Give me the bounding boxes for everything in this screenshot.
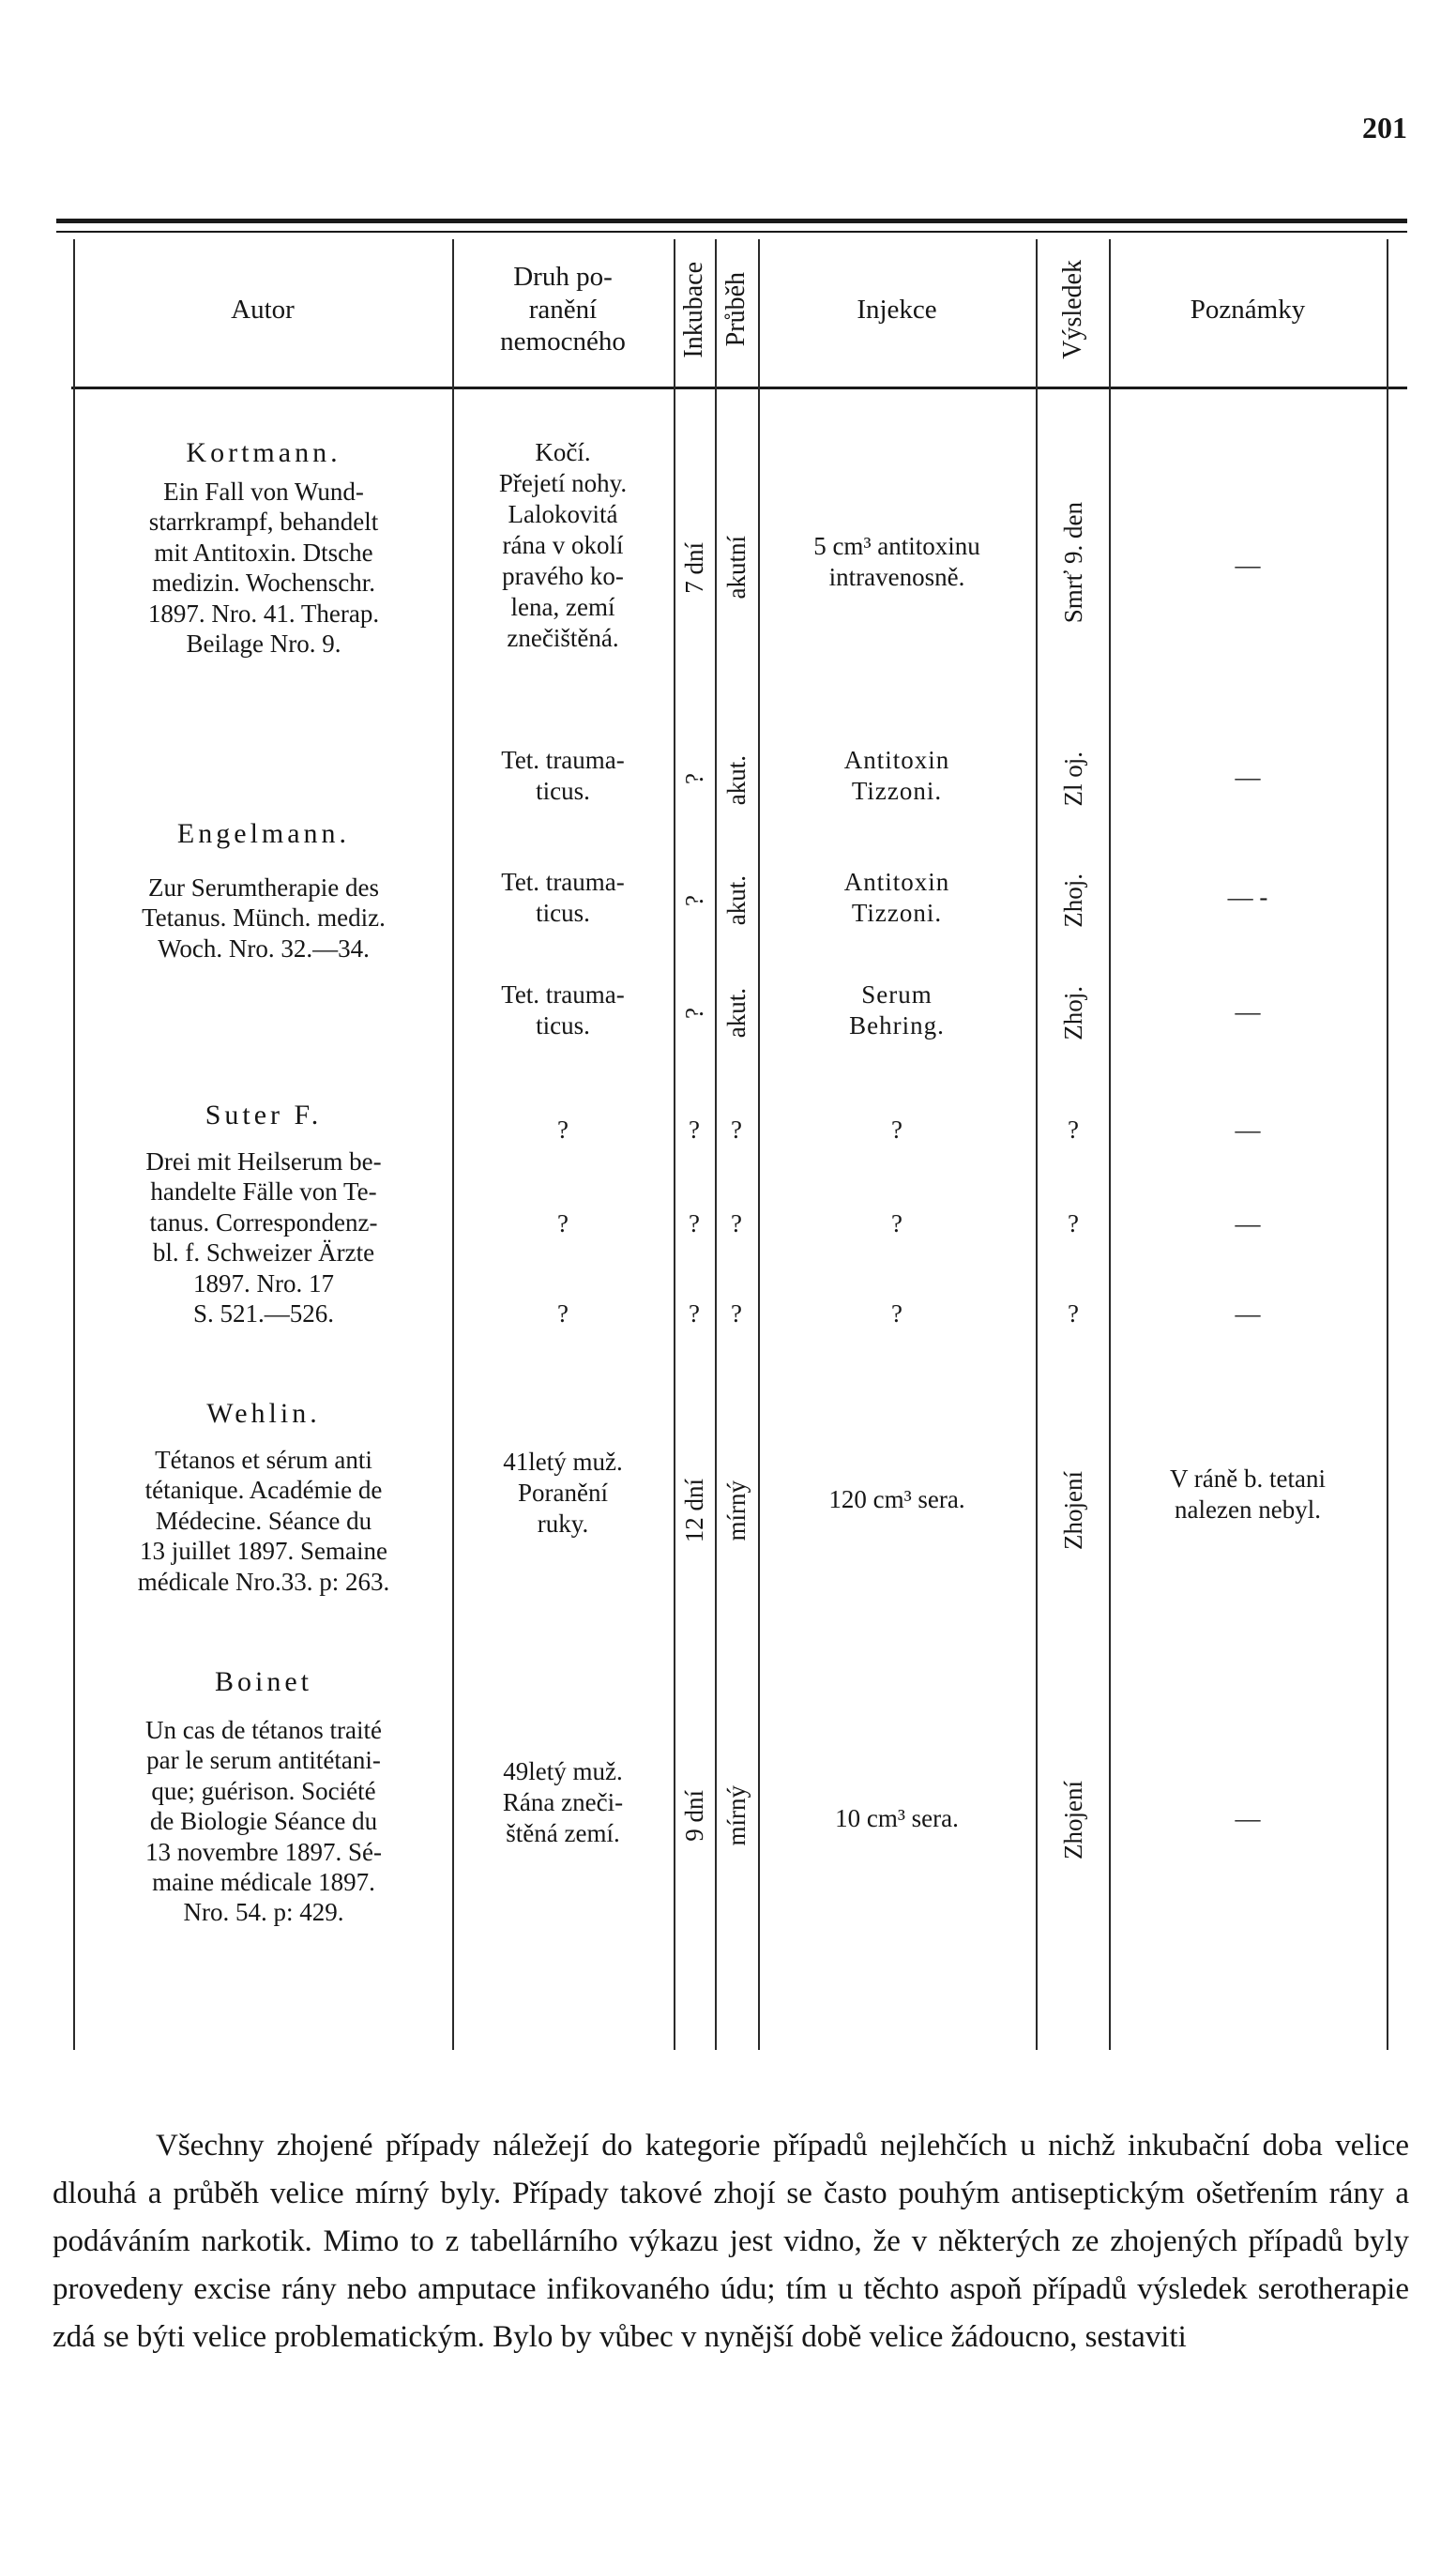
incubation-cell — [675, 1449, 713, 1571]
injection: ? — [891, 1116, 902, 1144]
reference: Tétanos et sérum anti tétanique. Académie de Médecine. Séance du 13 juillet 1897. Semaine médicale Nro.33. p: 263. — [137, 1446, 390, 1596]
result: Zl oj. — [1058, 751, 1087, 807]
header-prubeh — [718, 239, 755, 380]
remarks: — - — [1227, 883, 1268, 911]
incubation: ? — [689, 1299, 700, 1328]
injury-type: Kočí. Přejetí nohy. Lalokovitá rána v okolí pravého ko- lena, zemí znečištěná. — [498, 438, 628, 652]
course: mírný — [721, 1480, 751, 1541]
remarks: — — [1235, 997, 1261, 1025]
course-cell — [718, 1754, 755, 1876]
injection: Antitoxin Tizzoni. — [843, 746, 950, 805]
page-number: 201 — [1362, 111, 1407, 144]
remarks: V ráně b. tetani nalezen nebyl. — [1170, 1465, 1326, 1524]
remarks: — — [1235, 763, 1261, 791]
result: Zhoj. — [1058, 873, 1087, 928]
injury-type: 41letý muž. Poranění ruky. — [503, 1448, 623, 1538]
header-vysledek-text: Výsledek — [1058, 260, 1087, 359]
injection: 10 cm³ sera. — [835, 1804, 959, 1832]
course-cell — [718, 854, 755, 948]
reference: Ein Fall von Wund- starrkrampf, behandelt mit Antitoxin. Dtsche medizin. Wochenschr. 1897. Nro. 41. Therap. Beilage Nro. 9. — [147, 478, 380, 658]
result-cell — [1054, 460, 1092, 666]
course: ? — [731, 1299, 742, 1328]
course: akut. — [721, 988, 751, 1039]
reference: Zur Serumtherapie des Tetanus. Münch. mediz. Woch. Nro. 32.—34. — [142, 873, 386, 963]
injury-type: ? — [557, 1116, 569, 1144]
injection: ? — [891, 1209, 902, 1237]
course-cell — [718, 966, 755, 1060]
header-inkubace — [675, 239, 713, 380]
result: ? — [1068, 1299, 1079, 1328]
header-prubeh-text: Průběh — [721, 272, 751, 347]
injection: 120 cm³ sera. — [828, 1485, 965, 1513]
injection: Serum Behring. — [849, 980, 945, 1040]
result: Zhojení — [1058, 1781, 1087, 1859]
injury-type: 49letý muž. Rána zneči- štěná zemí. — [502, 1757, 624, 1847]
result-cell — [1054, 1754, 1092, 1886]
header-inkubace-text: Inkubace — [679, 261, 708, 358]
result-cell — [1054, 844, 1092, 957]
author-name: Suter F. — [205, 1100, 323, 1131]
result: Smrť 9. den — [1058, 502, 1087, 624]
injection: Antitoxin Tizzoni. — [843, 868, 950, 927]
remarks: — — [1235, 1116, 1261, 1144]
reference: Un cas de tétanos traité par le serum antitétani- que; guérison. Société de Biologie Séance du 13 novembre 1897. Sé- maine médicale 1897. Nro. 54. p: 429. — [145, 1716, 382, 1927]
course: akutní — [721, 536, 751, 600]
course-cell — [718, 497, 755, 638]
incubation: ? — [679, 1008, 708, 1019]
reference: Drei mit Heilserum be- handelte Fälle von Te- tanus. Correspondenz- bl. f. Schweizer Ärzte 1897. Nro. 17 S. 521.—526. — [145, 1147, 382, 1328]
injury-type: Tet. trauma- ticus. — [501, 980, 625, 1040]
incubation: ? — [689, 1116, 700, 1144]
header-druh: Druh po- ranění nemocného — [500, 261, 626, 357]
course-cell — [718, 734, 755, 827]
result: ? — [1068, 1209, 1079, 1237]
incubation-cell — [675, 873, 713, 929]
author-name: Boinet — [215, 1666, 312, 1697]
course: mírný — [721, 1784, 751, 1846]
injury-type: ? — [557, 1209, 569, 1237]
table-top-rule-thin — [56, 231, 1407, 233]
remarks: — — [1235, 1299, 1261, 1328]
injury-type: ? — [557, 1299, 569, 1328]
course-cell — [718, 1449, 755, 1571]
header-poznamky: Poznámky — [1190, 294, 1306, 325]
result: Zhojení — [1058, 1471, 1087, 1550]
injury-type: Tet. trauma- ticus. — [501, 746, 625, 805]
author-name: Kortmann. — [186, 437, 341, 468]
incubation: ? — [689, 1209, 700, 1237]
course: ? — [731, 1209, 742, 1237]
column-line — [715, 239, 717, 2050]
table-header-rule — [71, 387, 1407, 389]
incubation-cell — [675, 985, 713, 1041]
incubation: 12 dní — [679, 1478, 708, 1543]
result-cell — [1054, 722, 1092, 835]
result: Zhoj. — [1058, 986, 1087, 1040]
injury-type: Tet. trauma- ticus. — [501, 868, 625, 927]
course: akut. — [721, 875, 751, 926]
column-line — [73, 239, 75, 2050]
incubation: ? — [679, 895, 708, 906]
column-line — [1036, 239, 1038, 2050]
incubation-cell — [675, 1754, 713, 1876]
course: akut. — [721, 755, 751, 806]
body-paragraph-text: Všechny zhojené případy náležejí do kategorie případů nejlehčích u nichž inkubační doba velice dlouhá a průběh velice mírný byly. Případy takové zhojí se často pouhým antiseptickým ošetřením rány a podáváním narkotik. Mimo to z tabellárního výkazu jest vidno, že v některých ze zhojených případů byly provedeny excise rány nebo amputace infikovaného údu; tím u těchto aspoň případů výsledek serotherapie zdá se býti velice problematickým. Bylo by vůbec v nynější době velice žádoucno, sestaviti — [53, 2129, 1409, 2354]
injection: 5 cm³ antitoxinu intravenosně. — [813, 532, 980, 591]
incubation: ? — [679, 773, 708, 784]
header-autor: Autor — [231, 294, 295, 325]
result-cell — [1054, 1445, 1092, 1576]
remarks: — — [1235, 1209, 1261, 1237]
header-vysledek — [1054, 239, 1092, 380]
incubation-cell — [675, 751, 713, 807]
incubation: 9 dní — [679, 1789, 708, 1842]
result-cell — [1054, 957, 1092, 1070]
remarks: — — [1235, 1804, 1261, 1832]
author-name: Wehlin. — [206, 1398, 321, 1429]
body-paragraph — [53, 2122, 1409, 2361]
table-top-rule — [56, 219, 1407, 223]
column-line — [1387, 239, 1388, 2050]
incubation-cell — [675, 497, 713, 638]
course: ? — [731, 1116, 742, 1144]
author-name: Engelmann. — [176, 818, 351, 849]
injection: ? — [891, 1299, 902, 1328]
remarks: — — [1235, 551, 1261, 579]
header-injekce: Injekce — [857, 294, 937, 325]
result: ? — [1068, 1116, 1079, 1144]
incubation: 7 dní — [679, 541, 708, 594]
